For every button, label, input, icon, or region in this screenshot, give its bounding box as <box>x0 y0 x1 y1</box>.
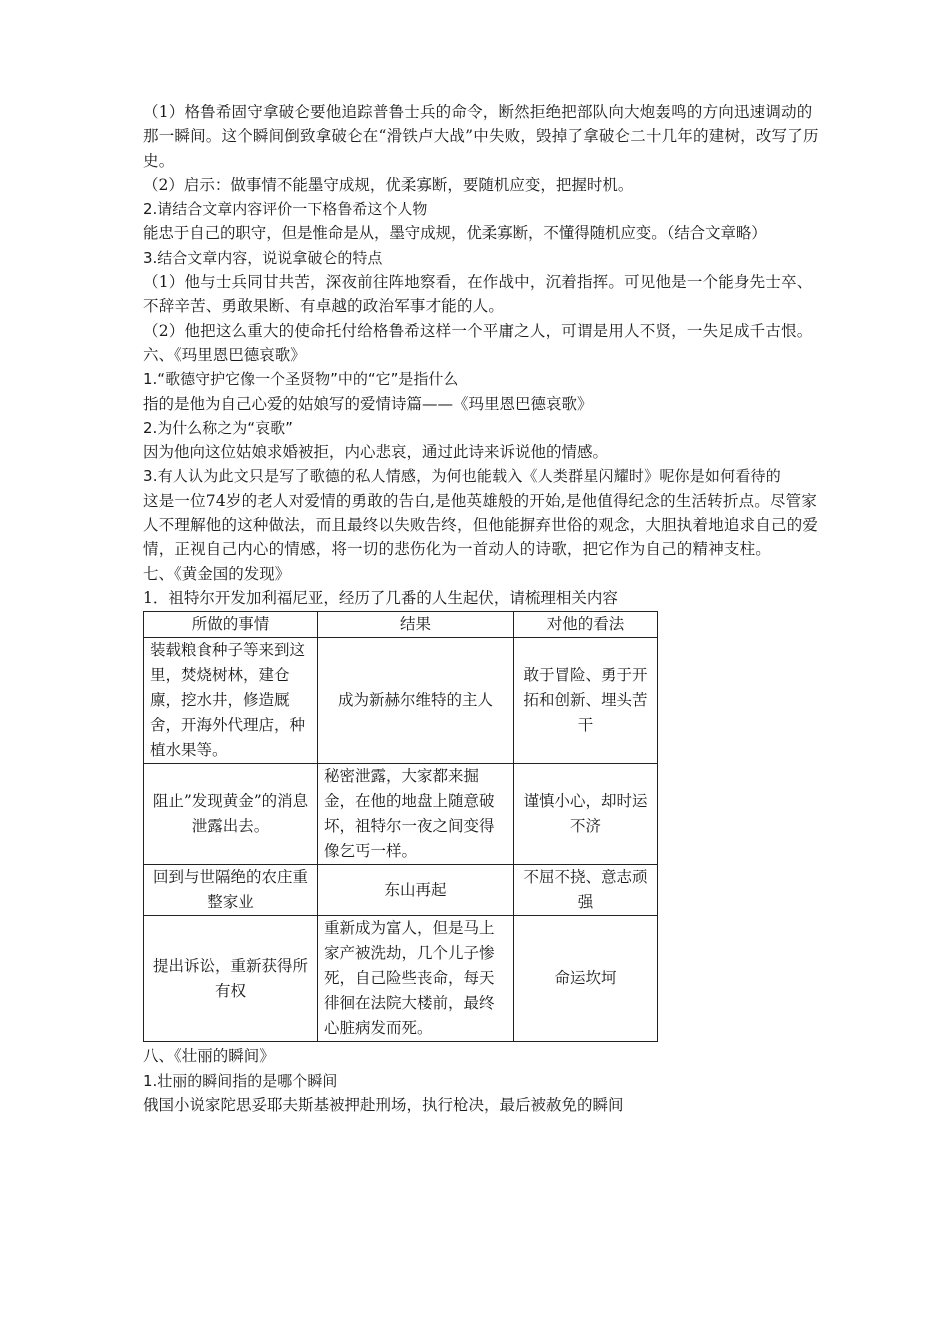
paragraph-answer-1-1: （1）格鲁希固守拿破仑要他追踪普鲁士兵的命令，断然拒绝把部队向大炮轰鸣的方向迅速调动的那一瞬间。这个瞬间倒致拿破仑在“滑铁卢大战”中失败，毁掉了拿破仑二十几年的建树，改写了历史。 <box>143 103 819 170</box>
table-cell: 秘密泄露，大家都来掘金，在他的地盘上随意破坏，祖特尔一夜之间变得像乞丐一样。 <box>318 764 514 865</box>
answer-6-1: 指的是他为自己心爱的姑娘写的爱情诗篇——《玛里恩巴德哀歌》 <box>143 394 593 413</box>
table-cell: 提出诉讼，重新获得所有权 <box>144 916 318 1042</box>
table-header-row <box>144 612 658 638</box>
question-8-1: 1.壮丽的瞬间指的是哪个瞬间 <box>143 1071 338 1090</box>
question-5-2: 2.请结合文章内容评价一下格鲁希这个人物 <box>143 200 428 219</box>
table-header: 所做的事情 <box>144 612 318 638</box>
answer-6-3: 这是一位74岁的老人对爱情的勇敢的告白,是他英雄般的开始,是他值得纪念的生活转折点。尽管家人不理解他的这种做法，而且最终以失败告终，但他能摒弃世俗的观念，大胆执着地追求自己的爱情，正视自己内心的情感，将一切的悲伤化为一首动人的诗歌，把它作为自己的精神支柱。 <box>143 491 819 559</box>
answer-8-1: 俄国小说家陀思妥耶夫斯基被押赴刑场，执行枪决，最后被赦免的瞬间 <box>143 1095 624 1114</box>
section-6-heading: 六、《玛里恩巴德哀歌》 <box>143 345 306 364</box>
table-cell: 命运坎坷 <box>514 916 658 1042</box>
question-6-2: 2.为什么称之为“哀歌” <box>143 418 293 437</box>
section-8-heading: 八、《壮丽的瞬间》 <box>143 1047 275 1066</box>
question-6-3: 3.有人认为此文只是写了歌德的私人情感，为何也能载入《人类群星闪耀时》呢你是如何看待的 <box>143 467 781 486</box>
question-7-1: 1．祖特尔开发加利福尼亚，经历了几番的人生起伏，请梳理相关内容 <box>143 588 618 607</box>
table-cell: 东山再起 <box>318 865 514 916</box>
table-row <box>144 638 658 764</box>
table-cell: 不屈不挠、意志顽强 <box>514 865 658 916</box>
table-cell: 回到与世隔绝的农庄重整家业 <box>144 865 318 916</box>
table-header: 对他的看法 <box>514 612 658 638</box>
question-5-3: 3.结合文章内容，说说拿破仑的特点 <box>143 248 383 267</box>
answer-5-3-2: （2）他把这么重大的使命托付给格鲁希这样一个平庸之人，可谓是用人不贤，一失足成千古恨。 <box>143 321 813 340</box>
document-page <box>143 100 823 1117</box>
table-row <box>144 764 658 865</box>
paragraph-answer-1-2: （2）启示：做事情不能墨守成规，优柔寡断，要随机应变，把握时机。 <box>143 175 634 194</box>
answer-6-2: 因为他向这位姑娘求婚被拒，内心悲哀，通过此诗来诉说他的情感。 <box>143 443 609 462</box>
table-cell: 敢于冒险、勇于开拓和创新、埋头苦干 <box>514 638 658 764</box>
question-6-1: 1.“歌德守护它像一个圣贤物”中的“它”是指什么 <box>143 370 459 389</box>
table-cell: 重新成为富人，但是马上家产被洗劫，几个儿子惨死，自己险些丧命，每天徘徊在法院大楼前，最终心脏病发而死。 <box>318 916 514 1042</box>
section-7-heading: 七、《黄金国的发现》 <box>143 564 291 583</box>
table-cell: 阻止”发现黄金”的消息泄露出去。 <box>144 764 318 865</box>
table-cell: 成为新赫尔维特的主人 <box>318 638 514 764</box>
table-row <box>144 865 658 916</box>
table-cell: 谨慎小心，却时运不济 <box>514 764 658 865</box>
answer-5-2: 能忠于自己的职守，但是惟命是从，墨守成规，优柔寡断，不懂得随机应变。（结合文章略） <box>143 224 767 243</box>
table-cell: 装载粮食种子等来到这里，焚烧树林，建仓廪，挖水井，修造厩舍，开海外代理店，种植水果等。 <box>144 638 318 764</box>
answer-5-3-1: （1）他与士兵同甘共苦，深夜前往阵地察看，在作战中，沉着指挥。可见他是一个能身先士卒、不辞辛苦、勇敢果断、有卓越的政治军事才能的人。 <box>143 273 813 316</box>
sutter-life-table <box>143 611 658 1042</box>
table-row <box>144 916 658 1042</box>
table-header: 结果 <box>318 612 514 638</box>
